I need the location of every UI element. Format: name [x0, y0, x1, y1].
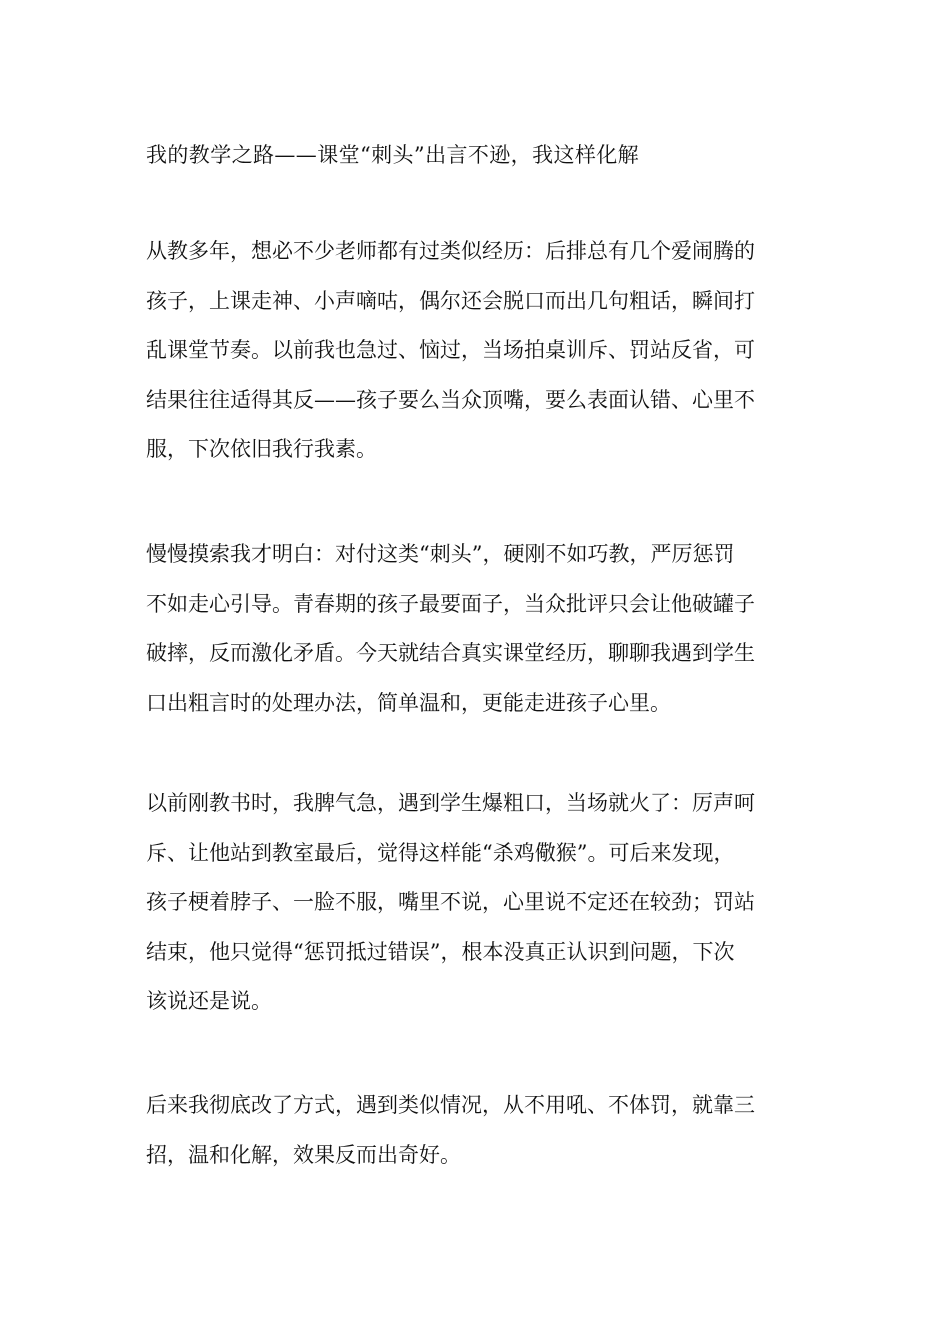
paragraph-line: 以前刚教书时，我脾气急，遇到学生爆粗口，当场就火了：厉声呵 [146, 791, 755, 815]
paragraph-line: 结果往往适得其反——孩子要么当众顶嘴，要么表面认错、心里不 [146, 387, 755, 412]
paragraph-2 [146, 530, 810, 728]
paragraph-3 [146, 779, 810, 1027]
paragraph-line: 不如走心引导。青春期的孩子最要面子，当众批评只会让他破罐子 [146, 591, 755, 616]
paragraph-line: 该说还是说。 [146, 989, 272, 1014]
paragraph-line: 乱课堂节奏。以前我也急过、恼过，当场拍桌训斥、罚站反省，可 [146, 338, 755, 363]
paragraph-line: 结束，他只觉得“惩罚抵过错误”，根本没真正认识到问题，下次 [146, 939, 735, 964]
document-title: 我的教学之路——课堂“刺头”出言不逊，我这样化解 [146, 143, 640, 167]
paragraph-1 [146, 227, 810, 475]
paragraph-line: 口出粗言时的处理办法，简单温和，更能走进孩子心里。 [146, 690, 671, 715]
paragraph-line: 孩子，上课走神、小声嘀咕，偶尔还会脱口而出几句粗话，瞬间打 [146, 288, 755, 313]
paragraph-line: 后来我彻底改了方式，遇到类似情况，从不用吼、不体罚，就靠三 [146, 1093, 755, 1117]
paragraph-line: 破摔，反而激化矛盾。今天就结合真实课堂经历，聊聊我遇到学生 [146, 641, 755, 666]
paragraph-line: 慢慢摸索我才明白：对付这类“刺头”，硬刚不如巧教，严厉惩罚 [146, 542, 735, 566]
paragraph-line: 招，温和化解，效果反而出奇好。 [146, 1142, 461, 1167]
paragraph-line: 服，下次依旧我行我素。 [146, 437, 377, 462]
paragraph-line: 从教多年，想必不少老师都有过类似经历：后排总有几个爱闹腾的 [146, 239, 755, 263]
paragraph-4 [146, 1081, 810, 1180]
paragraph-line: 孩子梗着脖子、一脸不服，嘴里不说，心里说不定还在较劲；罚站 [146, 890, 755, 915]
paragraph-line: 斥、让他站到教室最后，觉得这样能“杀鸡儆猴”。可后来发现， [146, 840, 735, 865]
